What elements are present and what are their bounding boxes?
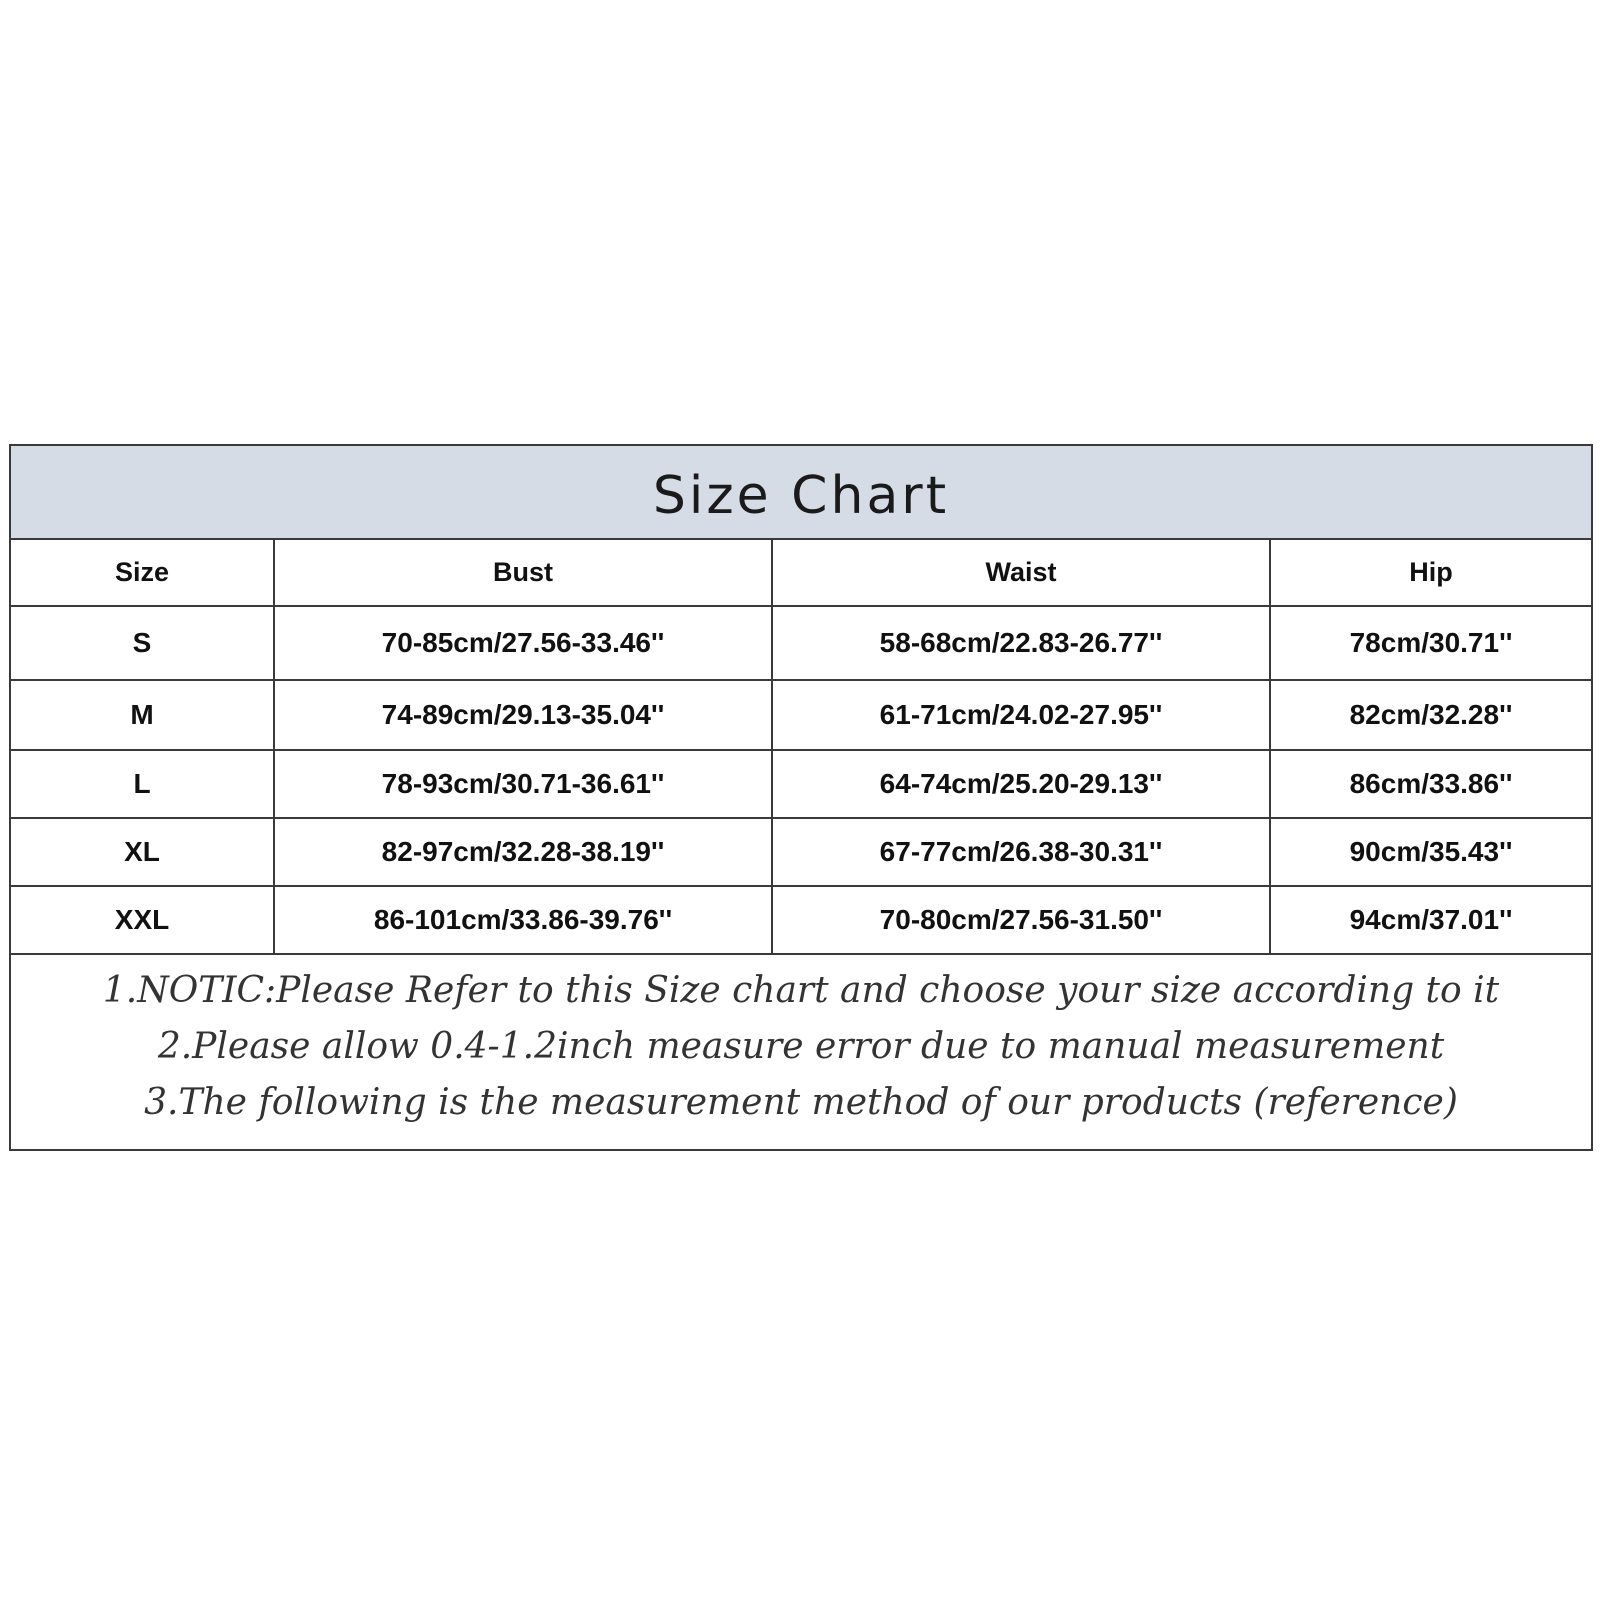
cell-bust: 70-85cm/27.56-33.46'' bbox=[274, 606, 772, 680]
cell-bust: 86-101cm/33.86-39.76'' bbox=[274, 886, 772, 954]
cell-waist: 58-68cm/22.83-26.77'' bbox=[772, 606, 1270, 680]
size-table bbox=[11, 540, 1591, 955]
cell-hip: 94cm/37.01'' bbox=[1270, 886, 1591, 954]
note-line: 2.Please allow 0.4-1.2inch measure error due to manual measurement bbox=[157, 1026, 1445, 1067]
size-chart bbox=[9, 444, 1593, 1151]
table-row bbox=[11, 750, 1591, 818]
cell-waist: 67-77cm/26.38-30.31'' bbox=[772, 818, 1270, 886]
cell-size: XXL bbox=[11, 886, 274, 954]
cell-size: XL bbox=[11, 818, 274, 886]
cell-bust: 74-89cm/29.13-35.04'' bbox=[274, 680, 772, 750]
header-size: Size bbox=[11, 540, 274, 606]
table-row bbox=[11, 886, 1591, 954]
table-row bbox=[11, 606, 1591, 680]
cell-size: S bbox=[11, 606, 274, 680]
table-header-row bbox=[11, 540, 1591, 606]
cell-waist: 64-74cm/25.20-29.13'' bbox=[772, 750, 1270, 818]
notes bbox=[11, 955, 1591, 1149]
cell-hip: 78cm/30.71'' bbox=[1270, 606, 1591, 680]
table-row bbox=[11, 818, 1591, 886]
cell-size: M bbox=[11, 680, 274, 750]
cell-hip: 86cm/33.86'' bbox=[1270, 750, 1591, 818]
header-waist: Waist bbox=[772, 540, 1270, 606]
cell-waist: 70-80cm/27.56-31.50'' bbox=[772, 886, 1270, 954]
cell-hip: 90cm/35.43'' bbox=[1270, 818, 1591, 886]
note-line: 1.NOTIC:Please Refer to this Size chart and choose your size according to it bbox=[102, 970, 1500, 1011]
cell-hip: 82cm/32.28'' bbox=[1270, 680, 1591, 750]
header-hip: Hip bbox=[1270, 540, 1591, 606]
chart-title: Size Chart bbox=[11, 446, 1591, 540]
table-row bbox=[11, 680, 1591, 750]
cell-bust: 82-97cm/32.28-38.19'' bbox=[274, 818, 772, 886]
cell-bust: 78-93cm/30.71-36.61'' bbox=[274, 750, 772, 818]
cell-size: L bbox=[11, 750, 274, 818]
cell-waist: 61-71cm/24.02-27.95'' bbox=[772, 680, 1270, 750]
header-bust: Bust bbox=[274, 540, 772, 606]
note-line: 3.The following is the measurement method of our products (reference) bbox=[144, 1082, 1458, 1123]
